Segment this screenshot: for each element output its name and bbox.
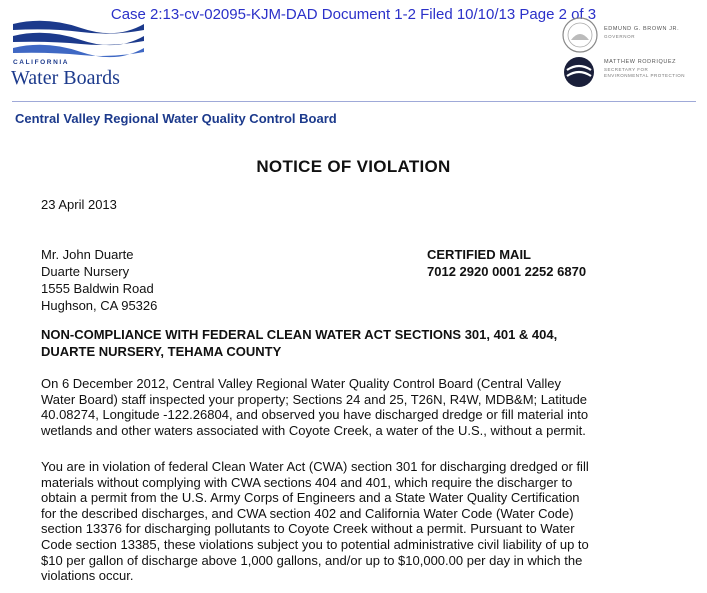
subject-text: DUARTE NURSERY, TEHAMA COUNTY <box>41 344 282 359</box>
address-line: Mr. John Duarte <box>41 247 134 262</box>
paragraph-line: violations occur. <box>41 568 134 584</box>
state-seal-icon <box>561 16 599 54</box>
address-line: 1555 Baldwin Road <box>41 281 154 296</box>
case-header: Case 2:13-cv-02095-KJM-DAD Document 1-2 Filed 10/10/13 Page 2 of 3 <box>110 6 597 23</box>
logo-name: Water Boards <box>11 67 120 89</box>
board-name: Central Valley Regional Water Quality Control Board <box>15 111 337 126</box>
subject-line <box>41 326 691 360</box>
calepa-logo-icon <box>562 55 596 89</box>
paragraph-line: $10 per gallon of discharge above 1,000 gallons, and/or up to $10,000.00 per day in which the <box>41 552 583 568</box>
paragraph-line: obtain a permit from the U.S. Army Corps of Engineers and a State Water Quality Certification <box>41 490 580 506</box>
notice-title: NOTICE OF VIOLATION <box>256 157 451 176</box>
paragraph-line: 40.08274, Longitude -122.26804, and observed you have discharged dredge or fill material into <box>41 407 589 423</box>
header-divider <box>12 101 696 102</box>
certified-mail-block <box>427 246 586 280</box>
secretary-title-line: ENVIRONMENTAL PROTECTION <box>604 72 686 78</box>
logo-state-label: CALIFORNIA <box>13 59 70 66</box>
governor-title: GOVERNOR <box>604 34 636 39</box>
subject-text: NON-COMPLIANCE WITH FEDERAL CLEAN WATER ACT SECTIONS 301, 401 & 404, <box>41 327 558 342</box>
paragraph-inspection <box>41 376 701 438</box>
letter-date: 23 April 2013 <box>41 197 117 212</box>
paragraph-line: You are in violation of federal Clean Water Act (CWA) section 301 for discharging dredged or fill <box>41 459 589 474</box>
secretary-title <box>604 67 704 78</box>
certified-mail-label: CERTIFIED MAIL <box>427 247 531 262</box>
paragraph-line: for the described discharges, and CWA section 402 and California Water Code (Water Code) <box>41 505 574 521</box>
governor-name: EDMUND G. BROWN JR. <box>604 26 680 32</box>
paragraph-line: materials without complying with CWA sections 404 and 401, which require the discharger to <box>41 474 573 490</box>
recipient-address <box>41 246 157 314</box>
paragraph-line: Water Board) staff inspected your property; Sections 24 and 25, T26N, R4W, MDB&M; Latitude <box>41 391 588 407</box>
paragraph-line: Code section 13385, these violations subject you to potential administrative civil liability of up to <box>41 536 589 552</box>
paragraph-violation <box>41 459 701 584</box>
address-line: Hughson, CA 95326 <box>41 298 158 313</box>
address-line: Duarte Nursery <box>41 264 130 279</box>
water-boards-wave-icon <box>11 18 146 60</box>
secretary-title-line: SECRETARY FOR <box>604 67 649 72</box>
paragraph-line: wetlands and other waters associated with Coyote Creek, a water of the U.S., without a permit. <box>41 422 586 438</box>
secretary-name: MATTHEW RODRIQUEZ <box>604 59 677 65</box>
certified-mail-number: 7012 2920 0001 2252 6870 <box>427 264 587 279</box>
paragraph-line: On 6 December 2012, Central Valley Regional Water Quality Control Board (Central Valley <box>41 376 561 391</box>
paragraph-line: section 13376 for discharging pollutants to Coyote Creek without a permit. Pursuant to Water <box>41 521 575 537</box>
